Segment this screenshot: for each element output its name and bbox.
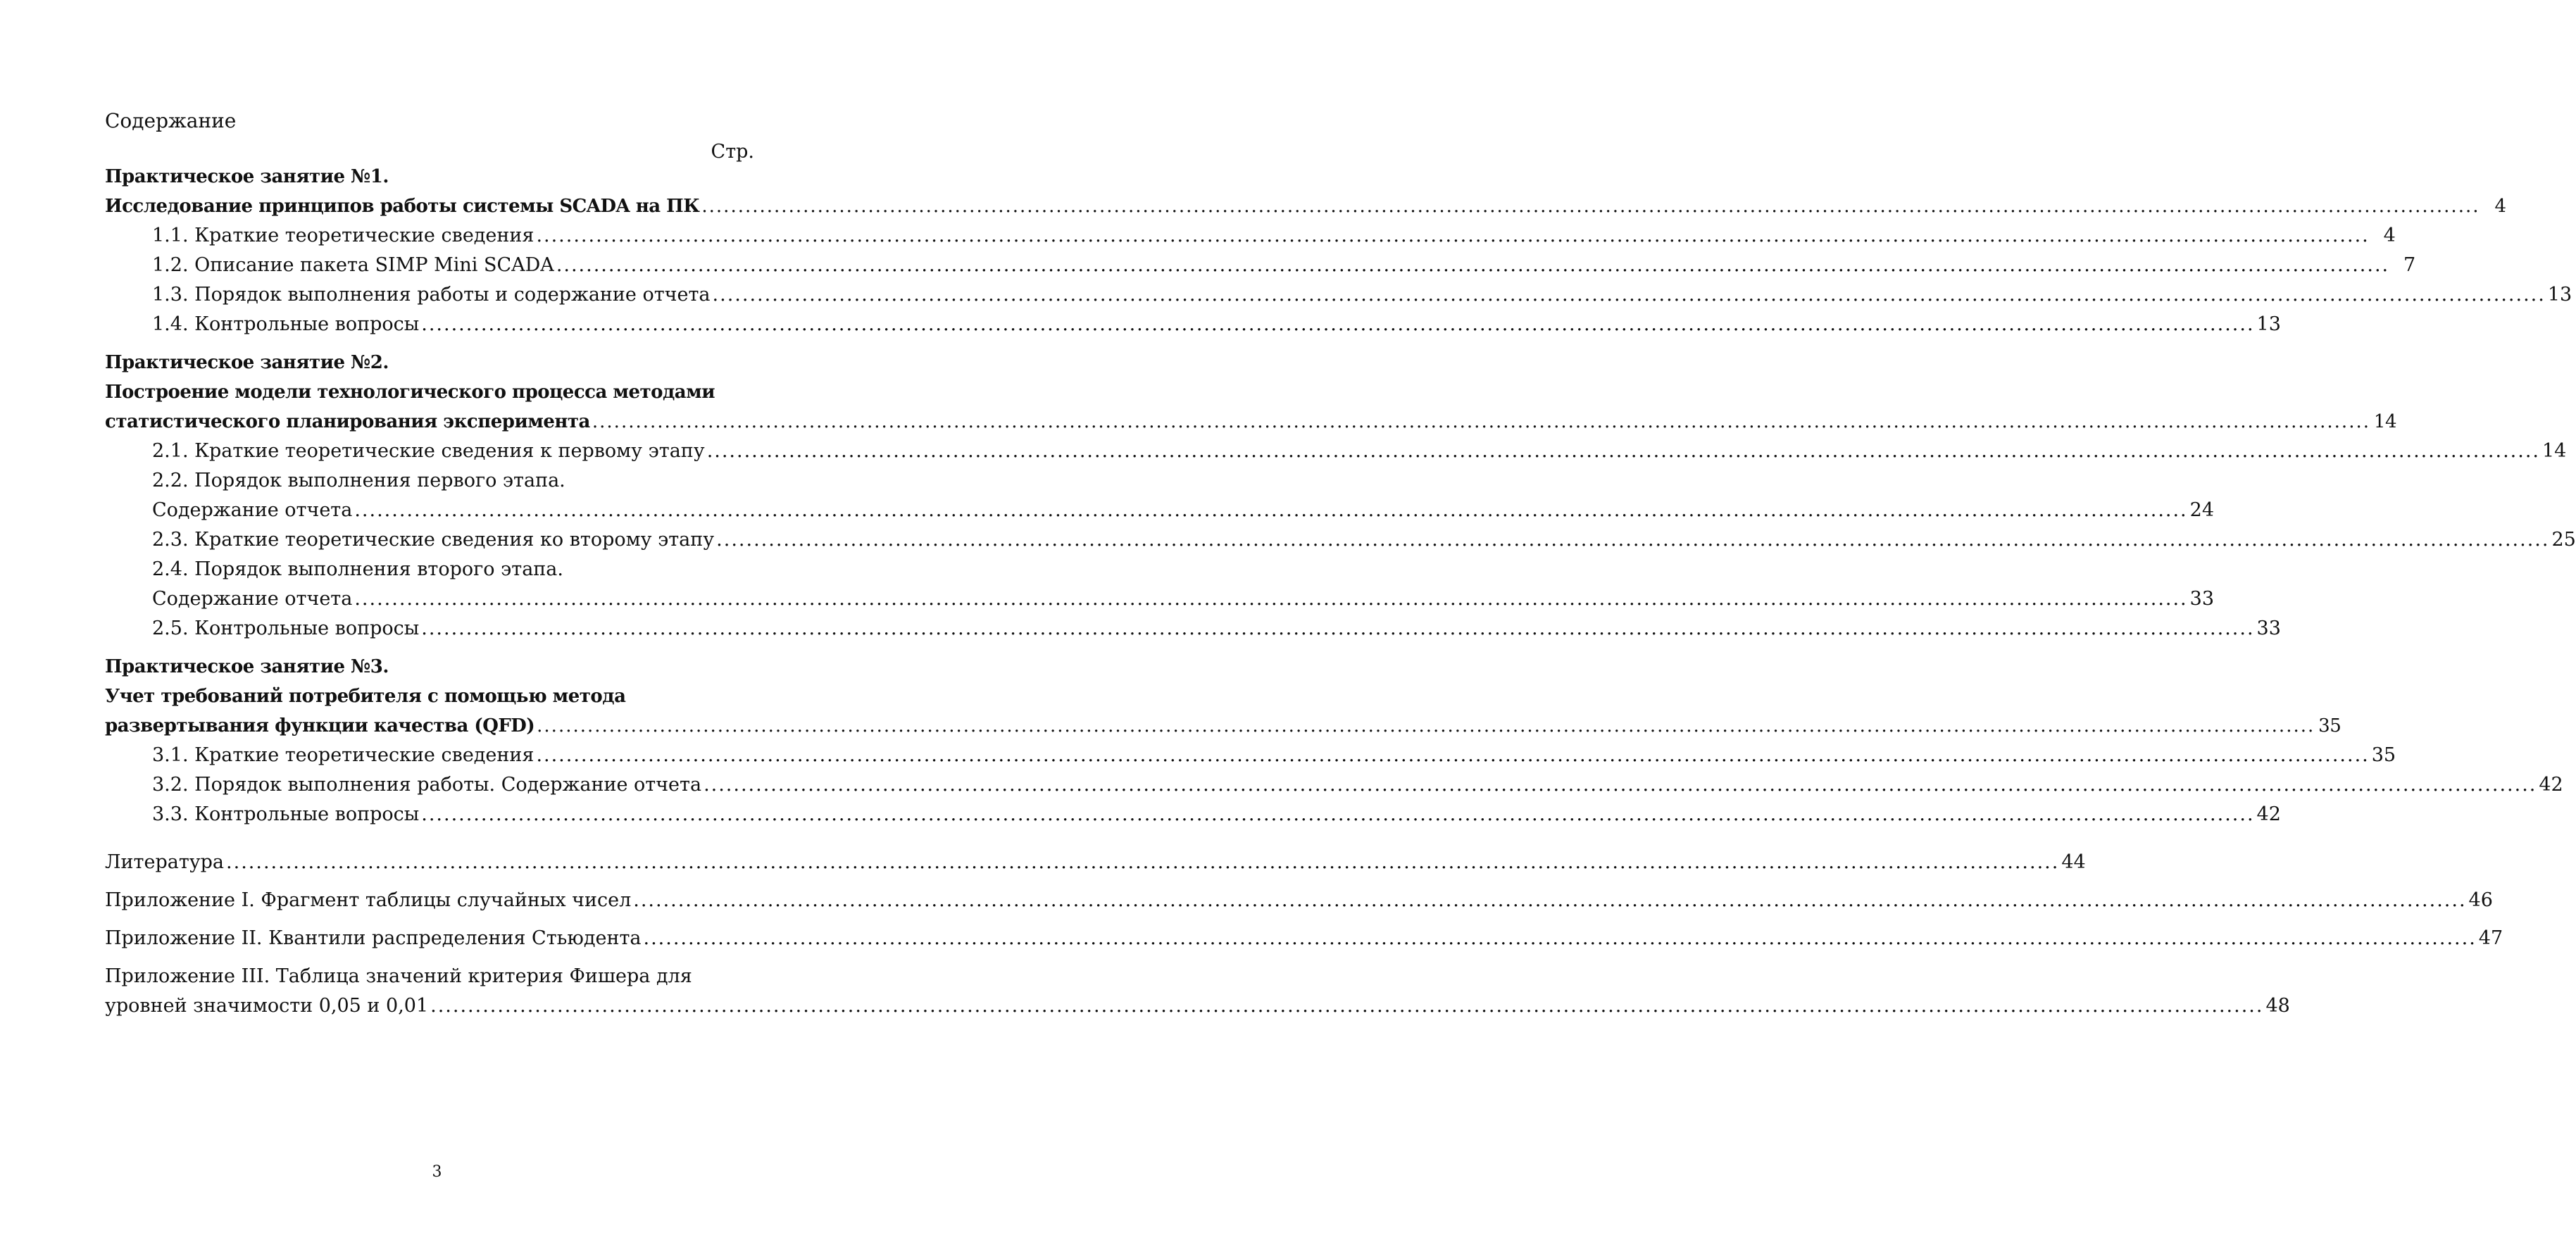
toc-entry-page: 14	[2373, 411, 2396, 432]
toc-entry-text: Приложение I. Фрагмент таблицы случайных чисел	[105, 889, 632, 911]
toc-entry[interactable]	[105, 437, 2567, 466]
toc-entry-page: 14	[2542, 440, 2567, 462]
toc-entry-text: 1.4. Контрольные вопросы	[152, 313, 420, 335]
toc-entry[interactable]	[105, 800, 2281, 829]
dot-leader	[354, 584, 2187, 614]
toc-entry[interactable]	[105, 991, 2290, 1021]
dot-leader	[713, 280, 2546, 310]
toc-entry[interactable]	[105, 915, 2503, 953]
toc-entry-page: 48	[2265, 995, 2290, 1017]
toc-entry[interactable]	[105, 496, 2215, 525]
toc-title-line	[105, 555, 740, 584]
toc-entry-text: статистического планирования эксперимента	[105, 411, 590, 432]
toc-heading-text: Практическое занятие №3.	[105, 656, 389, 677]
dot-leader	[707, 437, 2540, 466]
toc-entry-text: 1.1. Краткие теоретические сведения	[152, 225, 534, 246]
toc-section-heading	[105, 162, 740, 192]
dot-leader	[704, 770, 2537, 800]
toc-section-heading	[105, 348, 740, 377]
toc-heading-text: Практическое занятие №2.	[105, 352, 389, 373]
toc-title-line	[105, 682, 740, 711]
toc-entry-page: 35	[2318, 715, 2341, 736]
dot-leader	[556, 251, 2389, 280]
toc-entry[interactable]	[105, 221, 2396, 251]
toc-entry-text: 2.5. Контрольные вопросы	[152, 618, 420, 639]
toc-entry-page: 25	[2551, 529, 2576, 551]
dot-leader	[421, 310, 2254, 339]
table-of-contents	[105, 162, 2576, 1021]
toc-entry[interactable]	[105, 770, 2563, 800]
toc-entry-page: 33	[2256, 618, 2281, 639]
toc-entry-text: Содержание отчета	[152, 499, 353, 521]
toc-entry-text: 2.2. Порядок выполнения первого этапа.	[152, 470, 565, 491]
toc-entry-text: 3.1. Краткие теоретические сведения	[152, 744, 534, 766]
toc-title: Содержание	[105, 109, 237, 132]
dot-leader	[421, 614, 2254, 644]
page-column-label: Стр.	[711, 141, 754, 163]
toc-title-line	[105, 466, 740, 496]
dot-leader	[354, 496, 2187, 525]
toc-entry-text: развертывания функции качества (QFD)	[105, 715, 535, 736]
toc-entry-text: Содержание отчета	[152, 588, 353, 610]
dot-leader	[536, 741, 2369, 770]
dot-leader	[716, 525, 2549, 555]
toc-entry[interactable]	[105, 407, 2396, 437]
toc-title-line	[105, 953, 740, 991]
toc-entry-page: 13	[2256, 313, 2281, 335]
toc-entry-page: 42	[2256, 803, 2281, 825]
toc-entry-page: 46	[2468, 889, 2493, 911]
dot-leader	[633, 886, 2466, 915]
toc-section-heading	[105, 652, 740, 682]
toc-entry-text: 2.3. Краткие теоретические сведения ко второму этапу	[152, 529, 715, 551]
toc-entry-text: Приложение III. Таблица значений критерия Фишера для	[105, 965, 692, 987]
toc-entry-page: 35	[2371, 744, 2396, 766]
toc-entry[interactable]	[105, 839, 2086, 877]
toc-entry[interactable]	[105, 310, 2281, 339]
toc-entry-text: Приложение II. Квантили распределения Стьюдента	[105, 927, 642, 949]
dot-leader	[592, 407, 2370, 437]
dot-leader	[430, 991, 2263, 1021]
toc-entry-page: 33	[2189, 588, 2215, 610]
toc-entry-text: Учет требований потребителя с помощью метода	[105, 686, 626, 707]
dot-leader	[643, 924, 2476, 953]
toc-entry-page: 13	[2547, 284, 2572, 306]
page-number: 3	[432, 1163, 442, 1181]
toc-entry-page: 42	[2539, 774, 2563, 796]
toc-entry-text: Исследование принципов работы системы SCADA на ПК	[105, 196, 700, 217]
toc-title-line	[105, 377, 740, 407]
toc-entry-text: Литература	[105, 851, 225, 873]
toc-entry-text: 3.2. Порядок выполнения работы. Содержание отчета	[152, 774, 702, 796]
toc-entry-text: 2.1. Краткие теоретические сведения к первому этапу	[152, 440, 705, 462]
toc-entry-text: 1.2. Описание пакета SIMP Mini SCADA	[152, 254, 554, 276]
toc-entry-page: 44	[2061, 851, 2086, 873]
toc-heading-text: Практическое занятие №1.	[105, 166, 389, 187]
toc-entry-page: 7	[2403, 254, 2416, 276]
dot-leader	[536, 221, 2369, 251]
toc-entry[interactable]	[105, 525, 2576, 555]
toc-entry-page: 4	[2383, 225, 2396, 246]
dot-leader	[421, 800, 2254, 829]
toc-entry-text: Построение модели технологического процесса методами	[105, 382, 715, 403]
toc-entry[interactable]	[105, 251, 2416, 280]
toc-entry-page: 47	[2478, 927, 2503, 949]
toc-entry-text: 2.4. Порядок выполнения второго этапа.	[152, 558, 563, 580]
toc-entry[interactable]	[105, 877, 2493, 915]
toc-entry[interactable]	[105, 280, 2572, 310]
toc-entry[interactable]	[105, 711, 2341, 741]
toc-entry-text: уровней значимости 0,05 и 0,01	[105, 995, 429, 1017]
toc-entry[interactable]	[105, 192, 2506, 221]
toc-entry[interactable]	[105, 741, 2396, 770]
toc-entry[interactable]	[105, 614, 2281, 644]
dot-leader	[226, 848, 2059, 877]
toc-entry-text: 1.3. Порядок выполнения работы и содержание отчета	[152, 284, 711, 306]
dot-leader	[537, 711, 2315, 741]
toc-entry-text: 3.3. Контрольные вопросы	[152, 803, 420, 825]
toc-entry-page: 4	[2494, 196, 2506, 217]
toc-entry-page: 24	[2189, 499, 2215, 521]
toc-entry[interactable]	[105, 584, 2215, 614]
dot-leader	[701, 192, 2480, 221]
